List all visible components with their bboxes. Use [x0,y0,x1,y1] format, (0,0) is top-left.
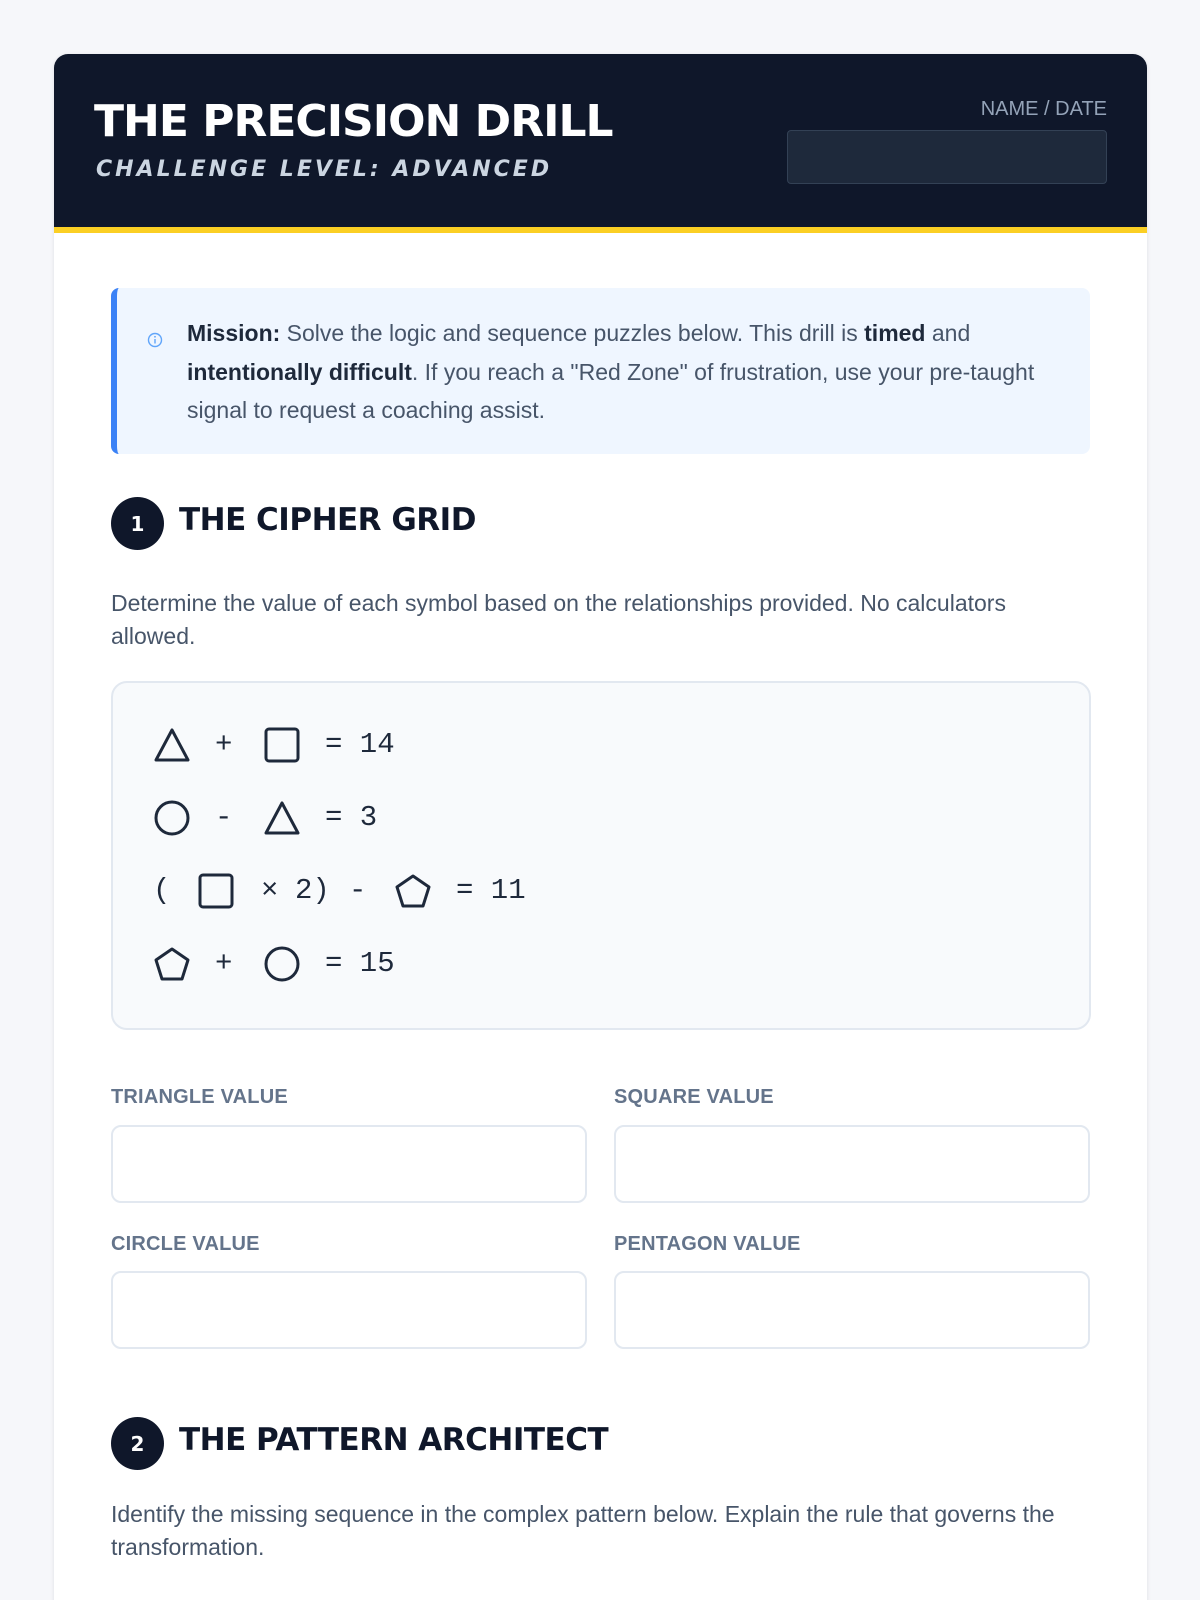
header [54,54,1147,233]
section-title: THE CIPHER GRID [179,502,476,538]
section-title: THE PATTERN ARCHITECT [179,1422,609,1458]
mission-text-part: and [925,320,971,346]
operator: - [349,874,367,907]
times-operator: × [261,874,279,907]
operator: - [215,801,233,834]
section-number-badge: 1 [111,497,164,550]
open-paren: ( [153,874,171,907]
pentagon-icon [153,945,191,983]
equation-result: = 11 [456,874,526,907]
mission-callout [111,288,1090,454]
cipher-grid [111,681,1091,1030]
mission-text [187,314,1057,430]
mission-text-part: . If you reach a "Red Zone" of frustration, use your pre-taught signal to request a coaching assist. [187,358,1035,423]
square-icon [263,726,301,764]
equation-result: = 14 [325,728,395,761]
mission-label: Mission: [187,320,281,346]
name-date-field[interactable] [787,130,1107,184]
challenge-level: CHALLENGE LEVEL: ADVANCED [96,157,553,182]
name-date-label: NAME / DATE [980,98,1107,120]
equation-result: = 3 [325,801,378,834]
pentagon-value-label: PENTAGON VALUE [614,1233,801,1255]
operator: + [215,728,233,761]
square-value-label: SQUARE VALUE [614,1086,774,1108]
page-title: THE PRECISION DRILL [94,96,613,147]
equation-result: = 15 [325,947,395,980]
section-description: Determine the value of each symbol based on the relationships provided. No calculators allowed. [111,590,1006,649]
circle-value-label: CIRCLE VALUE [111,1233,260,1255]
section-number-badge: 2 [111,1417,164,1470]
triangle-value-label: TRIANGLE VALUE [111,1086,288,1108]
circle-icon [153,799,191,837]
mission-text-part: Solve the logic and sequence puzzles below. This drill is [280,320,865,346]
square-value-field[interactable] [614,1125,1090,1203]
circle-value-field[interactable] [111,1271,587,1349]
pentagon-icon [394,872,432,910]
triangle-value-field[interactable] [111,1125,587,1203]
section-description: Identify the missing sequence in the complex pattern below. Explain the rule that governs the transformation. [111,1501,1055,1560]
worksheet [54,54,1147,1600]
mission-emphasis-timed: timed [864,320,926,346]
triangle-icon [263,799,301,837]
pentagon-value-field[interactable] [614,1271,1090,1349]
multiplier: 2) [295,874,330,907]
info-icon [147,332,163,348]
operator: + [215,947,233,980]
square-icon [197,872,235,910]
circle-icon [263,945,301,983]
triangle-icon [153,726,191,764]
mission-emphasis-difficult: intentionally difficult [187,358,412,385]
